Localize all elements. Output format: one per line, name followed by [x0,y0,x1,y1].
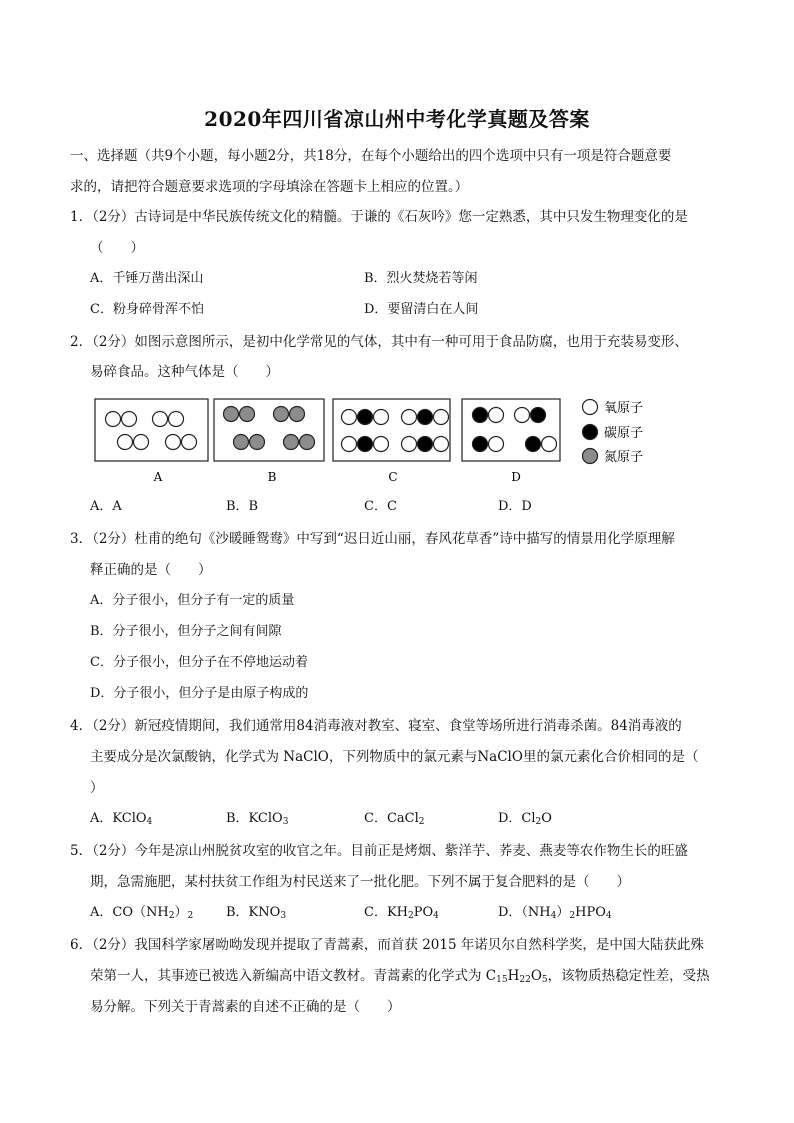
question-4-stem-cont: 主要成分是次氯酸钠，化学式为 NaClO，下列物质中的氯元素与NaClO里的氯元素化合价相同的是（ [90,749,699,765]
molecule-diagram [90,394,670,486]
q5-option-d[interactable]: D．$(NH_4)_2HPO_4$ [498,905,612,921]
panel-c [333,399,450,461]
q5-option-a[interactable]: A．$CO(NH_2)_2$ [90,905,194,921]
carbon-atom-icon [583,425,598,440]
q1-option-b[interactable]: B．烈火焚烧若等闲 [364,271,478,286]
q3-option-d[interactable]: D．分子很小，但分子是由原子构成的 [90,686,309,701]
q3-option-b[interactable]: B．分子很小，但分子之间有间隙 [90,624,282,639]
q1-option-c[interactable]: C．粉身碎骨浑不怕 [90,302,204,317]
legend-oxygen: 氧原子 [604,401,644,416]
section-instruction-line1: 一、选择题（共9个小题，每小题2分，共18分，在每个小题给出的四个选项中只有一项是符合题意要 [70,148,672,164]
nitrogen-atom-icon [583,449,598,464]
question-2-stem-cont: 易碎食品。这种气体是（ ） [90,364,279,380]
panel-d-label: D [511,470,521,484]
question-5-stem-cont: 期，急需施肥，某村扶贫工作组为村民送来了一批化肥。下列不属于复合肥料的是（ ） [90,874,630,890]
q1-option-d[interactable]: D．要留清白在人间 [364,302,479,317]
legend [583,400,644,466]
q4-option-a[interactable]: A．KClO$_4$ [90,811,153,827]
q3-option-a[interactable]: A．分子很小，但分子有一定的质量 [90,593,295,608]
question-6-stem-cont: 荣第一人，其事迹已被选入新编高中语文教材。青蒿素的化学式为 $C_{15}H_{22}O_5$，该物质热稳定性差，受热 [90,968,710,985]
page-title: 2020年四川省凉山州中考化学真题及答案 [204,107,590,131]
legend-carbon: 碳原子 [604,426,644,441]
q4-option-b[interactable]: B．KClO$_3$ [226,811,289,827]
question-4-stem-end: ） [90,780,104,796]
question-4-stem: 4．（2分）新冠疫情期间，我们通常用84消毒液对教室、寝室、食堂等场所进行消毒杀菌。84消毒液的 [70,718,682,734]
q2-option-a[interactable]: A．A [90,499,122,514]
section-instruction-line2: 求的，请把符合题意要求选项的字母填涂在答题卡上相应的位置。） [70,179,469,195]
question-3-stem-cont: 释正确的是（ ） [90,562,212,578]
q5-option-b[interactable]: B．$KNO_3$ [226,905,287,921]
question-5-stem: 5．（2分）今年是凉山州脱贫攻室的收官之年。目前正是烤烟、紫洋芋、荞麦、燕麦等农作物生长的旺盛 [70,843,688,859]
question-1-stem: 1．（2分）古诗词是中华民族传统文化的精髓。于谦的《石灰吟》您一定熟悉，其中只发生物理变化的是 [70,209,688,225]
q2-option-b[interactable]: B．B [226,499,259,514]
panel-b-label: B [267,470,277,484]
q2-option-c[interactable]: C．C [364,499,397,514]
question-3-stem: 3．（2分）杜甫的绝句《沙暖睡鸳鸯》中写到“迟日近山丽，春风花草香”诗中描写的情景用化学原理解 [70,531,675,547]
oxygen-atom-icon [583,400,598,415]
panel-a [95,399,208,461]
legend-nitrogen: 氮原子 [604,450,644,465]
question-6-stem: 6．（2分）我国科学家屠呦呦发现并提取了青蒿素，而首获 2015 年诺贝尔自然科学奖，是中国大陆获此殊 [70,937,704,953]
q1-option-a[interactable]: A．千锤万凿出深山 [90,271,204,286]
panel-a-label: A [153,470,163,484]
panel-c-label: C [388,470,398,484]
question-6-stem-end: 易分解。下列关于青蒿素的自述不正确的是（ ） [90,999,401,1015]
question-2-stem: 2．（2分）如图示意图所示，是初中化学常见的气体，其中有一种可用于食品防腐，也用于充装易变形、 [70,334,688,350]
q4-option-d[interactable]: D．$Cl_2O$ [498,811,552,827]
q2-option-d[interactable]: D．D [498,499,532,514]
panel-d [462,399,560,461]
q5-option-c[interactable]: C．$KH_2PO_4$ [364,905,439,921]
question-1-blank: （ ） [90,240,144,256]
panel-b [214,399,324,461]
q4-option-c[interactable]: C．CaCl$_2$ [364,811,425,827]
q3-option-c[interactable]: C．分子很小，但分子在不停地运动着 [90,655,308,670]
